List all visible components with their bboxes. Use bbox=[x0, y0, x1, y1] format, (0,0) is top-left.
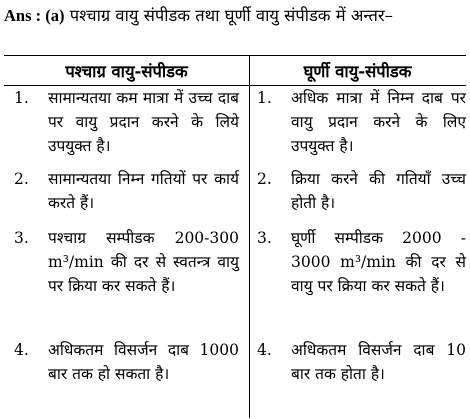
comparison-table bbox=[4, 55, 466, 418]
table-column-divider bbox=[249, 56, 250, 418]
table-row bbox=[4, 338, 466, 418]
left-cell bbox=[4, 167, 249, 226]
row-number: 1. bbox=[257, 89, 272, 107]
row-text: सामान्यतया कम मात्रा में उच्च दाब पर वायु प्रदान करने के लिये उपयुक्त है। bbox=[48, 89, 239, 155]
left-cell bbox=[4, 338, 249, 418]
row-text: सामान्यतया निम्न गतियों पर कार्य करते हैं। bbox=[48, 170, 239, 212]
table-body bbox=[4, 56, 466, 418]
table-header-row bbox=[4, 56, 466, 85]
table-row bbox=[4, 226, 466, 338]
row-number: 2. bbox=[14, 170, 29, 188]
table-row bbox=[4, 167, 466, 226]
header-rotary-compressor: घूर्णी वायु-संपीडक bbox=[303, 62, 412, 81]
row-text: क्रिया करने की गतियाँ उच्च होती है। bbox=[291, 170, 466, 212]
answer-heading bbox=[4, 3, 466, 28]
row-number: 3. bbox=[257, 229, 272, 247]
row-number: 2. bbox=[257, 170, 272, 188]
row-number: 1. bbox=[14, 89, 29, 107]
answer-heading-text: पश्चाग्र वायु संपीडक तथा घूर्णी वायु संपीडक में अन्तर– bbox=[69, 6, 393, 25]
row-text: अधिकतम विसर्जन दाब 1000 बार तक हो सकता है। bbox=[48, 341, 239, 383]
right-cell bbox=[249, 226, 466, 338]
row-number: 3. bbox=[14, 229, 29, 247]
row-number: 4. bbox=[257, 341, 272, 359]
row-text: पश्चाग्र सम्पीडक 200-300 m³/min की दर से स्वतन्त्र वायु पर क्रिया कर सकते हैं। bbox=[48, 229, 239, 295]
header-reciprocating-compressor: पश्चाग्र वायु-संपीडक bbox=[65, 62, 188, 81]
row-text: अधिकतम विसर्जन दाब 10 बार तक होता है। bbox=[291, 341, 466, 383]
row-text: घूर्णी सम्पीडक 2000 - 3000 m³/min की दर से वायु पर क्रिया कर सकते हैं। bbox=[291, 229, 466, 295]
table-row bbox=[4, 86, 466, 167]
left-cell bbox=[4, 226, 249, 338]
right-cell bbox=[249, 167, 466, 226]
row-text: अधिक मात्रा में निम्न दाब पर वायु प्रदान करने के लिए उपयुक्त है। bbox=[291, 89, 466, 155]
right-cell bbox=[249, 86, 466, 167]
row-number: 4. bbox=[14, 341, 29, 359]
left-cell bbox=[4, 86, 249, 167]
right-cell bbox=[249, 338, 466, 418]
answer-label: Ans : (a) bbox=[4, 6, 65, 25]
